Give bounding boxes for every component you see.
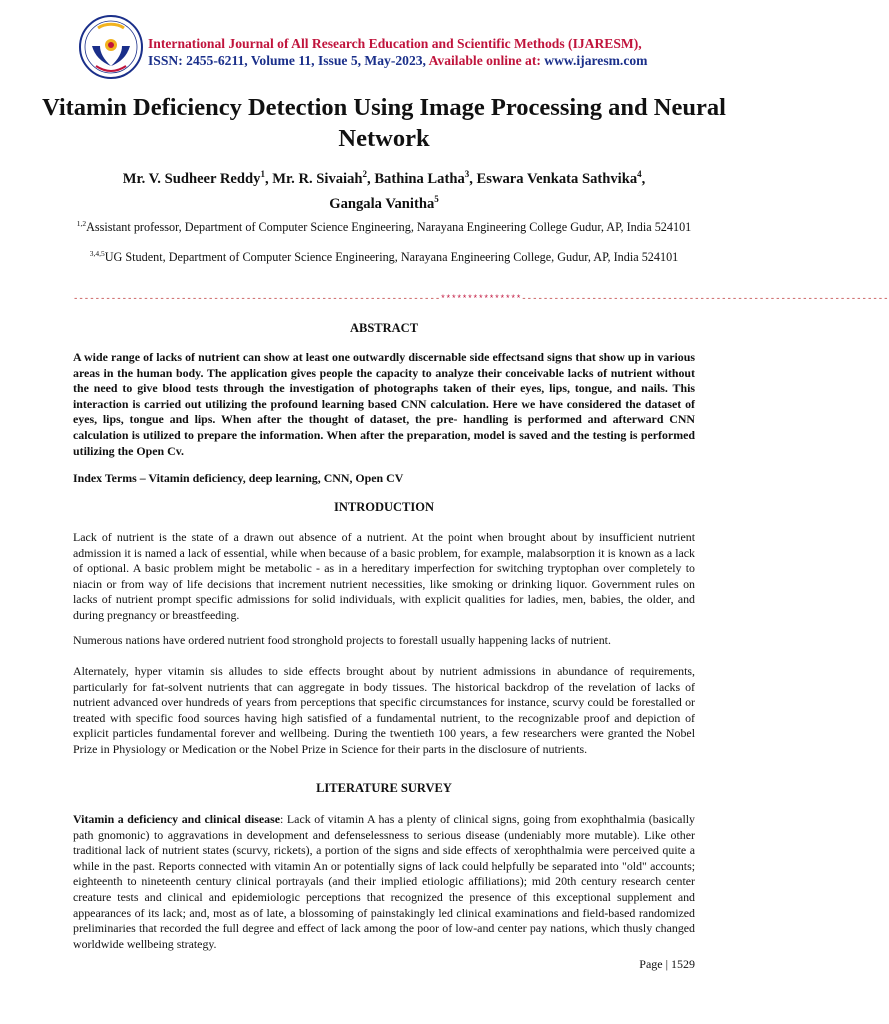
affiliation-1-marker: 1,2 xyxy=(76,219,87,228)
author-list xyxy=(60,164,708,214)
author-separator: , xyxy=(641,170,646,187)
author-separator: , xyxy=(469,170,477,187)
journal-header xyxy=(0,0,768,90)
author-affiliation-marker: 3 xyxy=(464,169,470,179)
available-online-label: Available online at: xyxy=(428,53,545,68)
literature-body: : Lack of vitamin A has a plenty of clinical signs, going from exophthalmia (basically path gnomonic) to aggravations in development and defenselessness to serious disease (undeniably more mutable). Like other traditional lack of nutrient states (scurvy, rickets), a portion of the signs and side effects of xerophthalmia were perceived quite a while in the past. Reports connected with vitamin An or potentially signs of lack could helpfully be separated into "old" accounts; eighteenth to nineteenth century clinical portrayals (and their implied etiologic affiliations); mid 20th century research center creature tests and clinical and epidemiologic perceptions that recognized the presence of this exceptional supplement and appearances of its lack; and, most as of late, a blossoming of painstakingly led clinical examinations and field-based randomized preliminaries that recorded the full degree and effect of lack among the poor of low-and center pay nations, which thusly changed worldwide wellbeing strategy. xyxy=(73,812,695,951)
introduction-heading: INTRODUCTION xyxy=(333,500,434,514)
introduction-paragraph-1: Lack of nutrient is the state of a drawn out absence of a nutrient. At the point when brought about by insufficient nutrient admission it is named a lack of essential, while when because of a basic problem, for example, malabsorption it is known as a lack of optional. A basic problem might be metabolic - as in a hereditary imperfection for switching tryptophan over completely to niacin or from way of life decisions that increment nutrient necessities, like smoking or drinking liquor. Government rules on lacks of nutrient prompt specific admissions for solid individuals, with explicit qualities for ladies, men, babies, the older, and during pregnancy or breastfeeding. xyxy=(73,530,695,622)
divider-left: -------------------------------------------------------------------- xyxy=(73,294,441,304)
author-name: Bathina Latha xyxy=(374,170,465,187)
introduction-paragraph-2: Numerous nations have ordered nutrient food stronghold projects to forestall usually happening lacks of nutrient. xyxy=(73,633,611,647)
introduction-paragraph-3: Alternately, hyper vitamin sis alludes to side effects brought about by nutrient admissions in abundance of requirements, particularly for fat-solvent nutrients that can aggregate in body tissues. The historical backdrop of the revelation of lacks of nutrient advanced over hundreds of years from perceptions that specific circumstances for instance, scurvy could be forestalled or treated with specific food sources having high satisfied of a fundamental nutrient, to the recognizable proof and depiction of explicit particles fundamental forever and wellbeing. During the twentieth 100 years, a few researchers were granted the Nobel Prize in Physiology or Medication or the Nobel Prize in Science for their parts in the disclosure of nutrients. xyxy=(73,664,695,756)
available-online xyxy=(429,53,648,68)
affiliation-1-text: Assistant professor, Department of Computer Science Engineering, Narayana Engineering College Gudur, AP, India 524101 xyxy=(86,220,692,235)
affiliation-2-marker: 3,4,5 xyxy=(89,249,105,258)
affiliation-2 xyxy=(70,246,698,266)
author-name: Eswara Venkata Sathvika xyxy=(476,170,638,187)
author-affiliation-marker: 4 xyxy=(637,169,642,179)
affiliation-1 xyxy=(70,216,698,236)
paper-title: Vitamin Deficiency Detection Using Image Processing and Neural Network xyxy=(42,94,726,152)
author-name: Gangala Vanitha xyxy=(329,195,435,212)
divider-right: -------------------------------------------------------------------- xyxy=(521,294,889,304)
author-separator: , xyxy=(264,170,273,187)
journal-issue-line xyxy=(148,53,647,69)
author-affiliation-marker: 2 xyxy=(362,169,368,179)
literature-lead: Vitamin a deficiency and clinical disease xyxy=(73,812,281,826)
literature-paragraph-1 xyxy=(73,812,695,952)
author-name: Mr. V. Sudheer Reddy xyxy=(122,170,261,187)
abstract-heading: ABSTRACT xyxy=(349,321,419,335)
journal-logo-icon xyxy=(78,14,144,80)
page-number: Page | 1529 xyxy=(639,957,695,971)
author-separator: , xyxy=(367,170,375,187)
literature-survey-heading: LITERATURE SURVEY xyxy=(316,781,452,795)
author-affiliation-marker: 1 xyxy=(260,169,265,179)
journal-website-link[interactable]: www.ijaresm.com xyxy=(544,53,648,68)
divider-stars: *************** xyxy=(440,294,522,304)
index-terms: Index Terms – Vitamin deficiency, deep learning, CNN, Open CV xyxy=(73,471,404,485)
author-affiliation-marker: 5 xyxy=(434,193,439,204)
abstract-text: A wide range of lacks of nutrient can show at least one outwardly discernable side effectsand signs that show up in various areas in the human body. The application gives people the capacity to analyze their conceivable lacks of nutrient without the need to give blood tests through the investigation of photographs taken of their eyes, lips, tongue, and nails. This interaction is carried out utilizing the profound learning based CNN calculation. Here we have considered the dataset of eyes, lips, tongue and lips. When after the thought of dataset, the pre- handling is performed and afterward CNN calculation is utilized to prepare the information. When after the preparation, model is saved and the testing is performed utilizing the Open Cv. xyxy=(73,350,695,458)
section-divider xyxy=(73,292,889,306)
affiliation-2-text: UG Student, Department of Computer Science Engineering, Narayana Engineering College, Gudur, AP, India 524101 xyxy=(104,250,679,265)
author-name: Mr. R. Sivaiah xyxy=(272,170,363,187)
journal-name: International Journal of All Research Education and Scientific Methods (IJARESM), xyxy=(148,36,642,51)
issn-info: ISSN: 2455-6211, Volume 11, Issue 5, May-2023, xyxy=(148,53,426,68)
